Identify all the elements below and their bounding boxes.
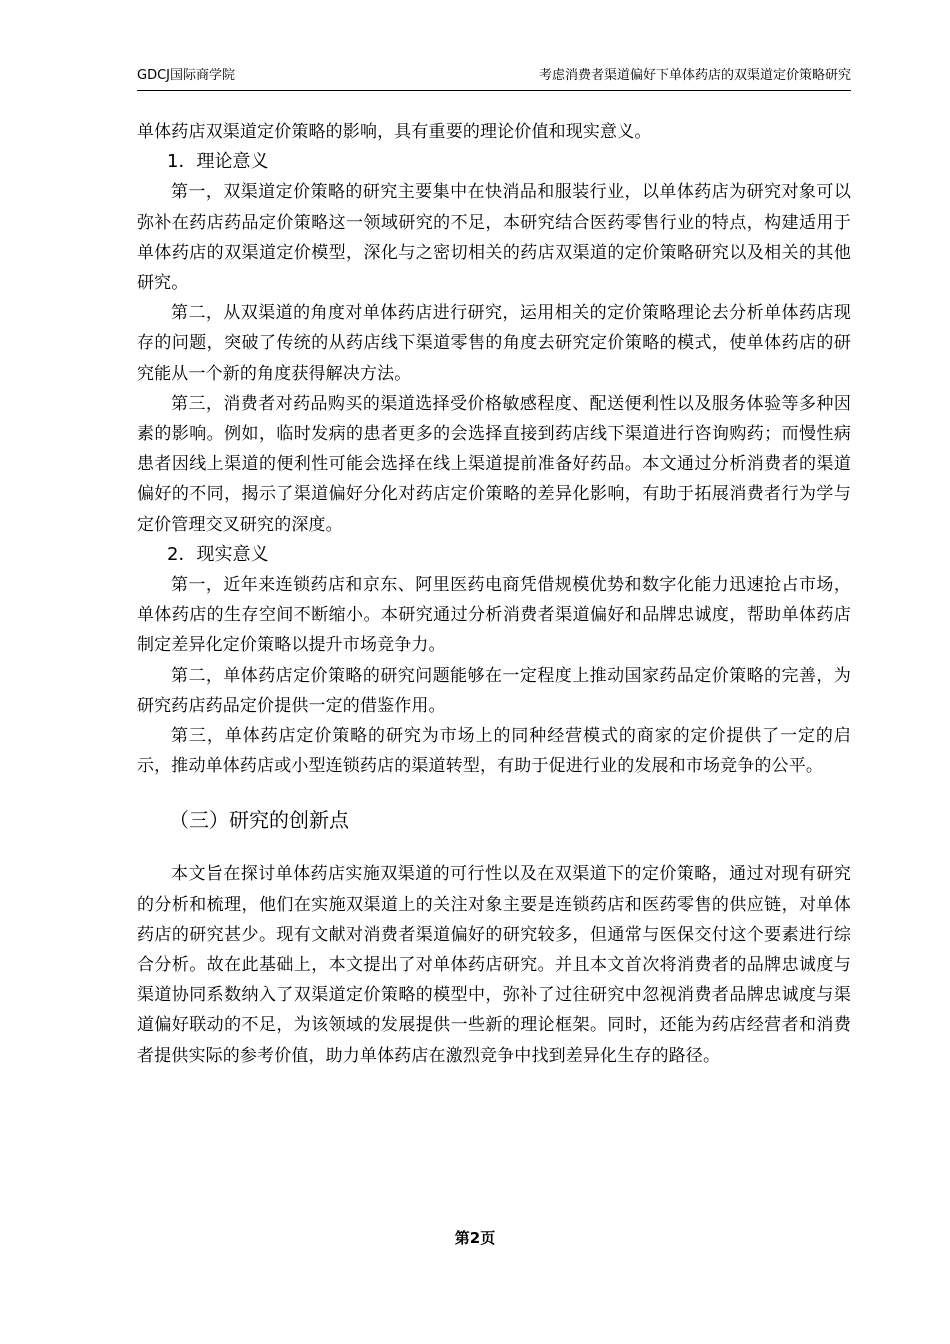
main-content [137, 117, 851, 1071]
subheading-practical-significance: 2．现实意义 [167, 543, 269, 565]
section-heading-innovation: （三）研究的创新点 [169, 808, 349, 833]
paragraph-theory-2: 第二，从双渠道的角度对单体药店进行研究，运用相关的定价策略理论去分析单体药店现存的问题，突破了传统的从药店线下渠道零售的角度去研究定价策略的模式，使单体药店的研究能从一个新的角度获得解决方法。 [137, 303, 851, 384]
paragraph-practice-2: 第二，单体药店定价策略的研究问题能够在一定程度上推动国家药品定价策略的完善，为研究药店药品定价提供一定的借鉴作用。 [137, 665, 851, 716]
paragraph-innovation: 本文旨在探讨单体药店实施双渠道的可行性以及在双渠道下的定价策略，通过对现有研究的分析和梳理，他们在实施双渠道上的关注对象主要是连锁药店和医药零售的供应链，对单体药店的研究甚少。现有文献对消费者渠道偏好的研究较多，但通常与医保交付这个要素进行综合分析。故在此基础上，本文提出了对单体药店研究。并且本文首次将消费者的品牌忠诚度与渠道协同系数纳入了双渠道定价策略的模型中，弥补了过往研究中忽视消费者品牌忠诚度与渠道偏好联动的不足，为该领域的发展提供一些新的理论框架。同时，还能为药店经营者和消费者提供实际的参考价值，助力单体药店在激烈竞争中找到差异化生存的路径。 [137, 864, 851, 1066]
paragraph-theory-1: 第一，双渠道定价策略的研究主要集中在快消品和服装行业，以单体药店为研究对象可以弥补在药店药品定价策略这一领域研究的不足，本研究结合医药零售行业的特点，构建适用于单体药店的双渠道定价模型，深化与之密切相关的药店双渠道的定价策略研究以及相关的其他研究。 [137, 182, 851, 294]
paragraph-continuation: 单体药店双渠道定价策略的影响，具有重要的理论价值和现实意义。 [137, 122, 652, 142]
running-header [137, 68, 851, 91]
paragraph-practice-3: 第三，单体药店定价策略的研究为市场上的同种经营模式的商家的定价提供了一定的启示，推动单体药店或小型连锁药店的渠道转型，有助于促进行业的发展和市场竞争的公平。 [137, 726, 851, 777]
subheading-theoretical-significance: 1．理论意义 [167, 151, 269, 173]
page-number: 第2页 [454, 1229, 496, 1247]
header-paper-title: 考虑消费者渠道偏好下单体药店的双渠道定价策略研究 [538, 68, 851, 83]
header-institution: GDCJ国际商学院 [137, 68, 235, 83]
paragraph-theory-3: 第三，消费者对药品购买的渠道选择受价格敏感程度、配送便利性以及服务体验等多种因素的影响。例如，临时发病的患者更多的会选择直接到药店线下渠道进行咨询购药；而慢性病患者因线上渠道的便利性可能会选择在线上渠道提前准备好药品。本文通过分析消费者的渠道偏好的不同，揭示了渠道偏好分化对药店定价策略的差异化影响，有助于拓展消费者行为学与定价管理交叉研究的深度。 [137, 393, 851, 535]
paragraph-practice-1: 第一，近年来连锁药店和京东、阿里医药电商凭借规模优势和数字化能力迅速抢占市场，单体药店的生存空间不断缩小。本研究通过分析消费者渠道偏好和品牌忠诚度，帮助单体药店制定差异化定价策略以提升市场竞争力。 [137, 575, 851, 656]
